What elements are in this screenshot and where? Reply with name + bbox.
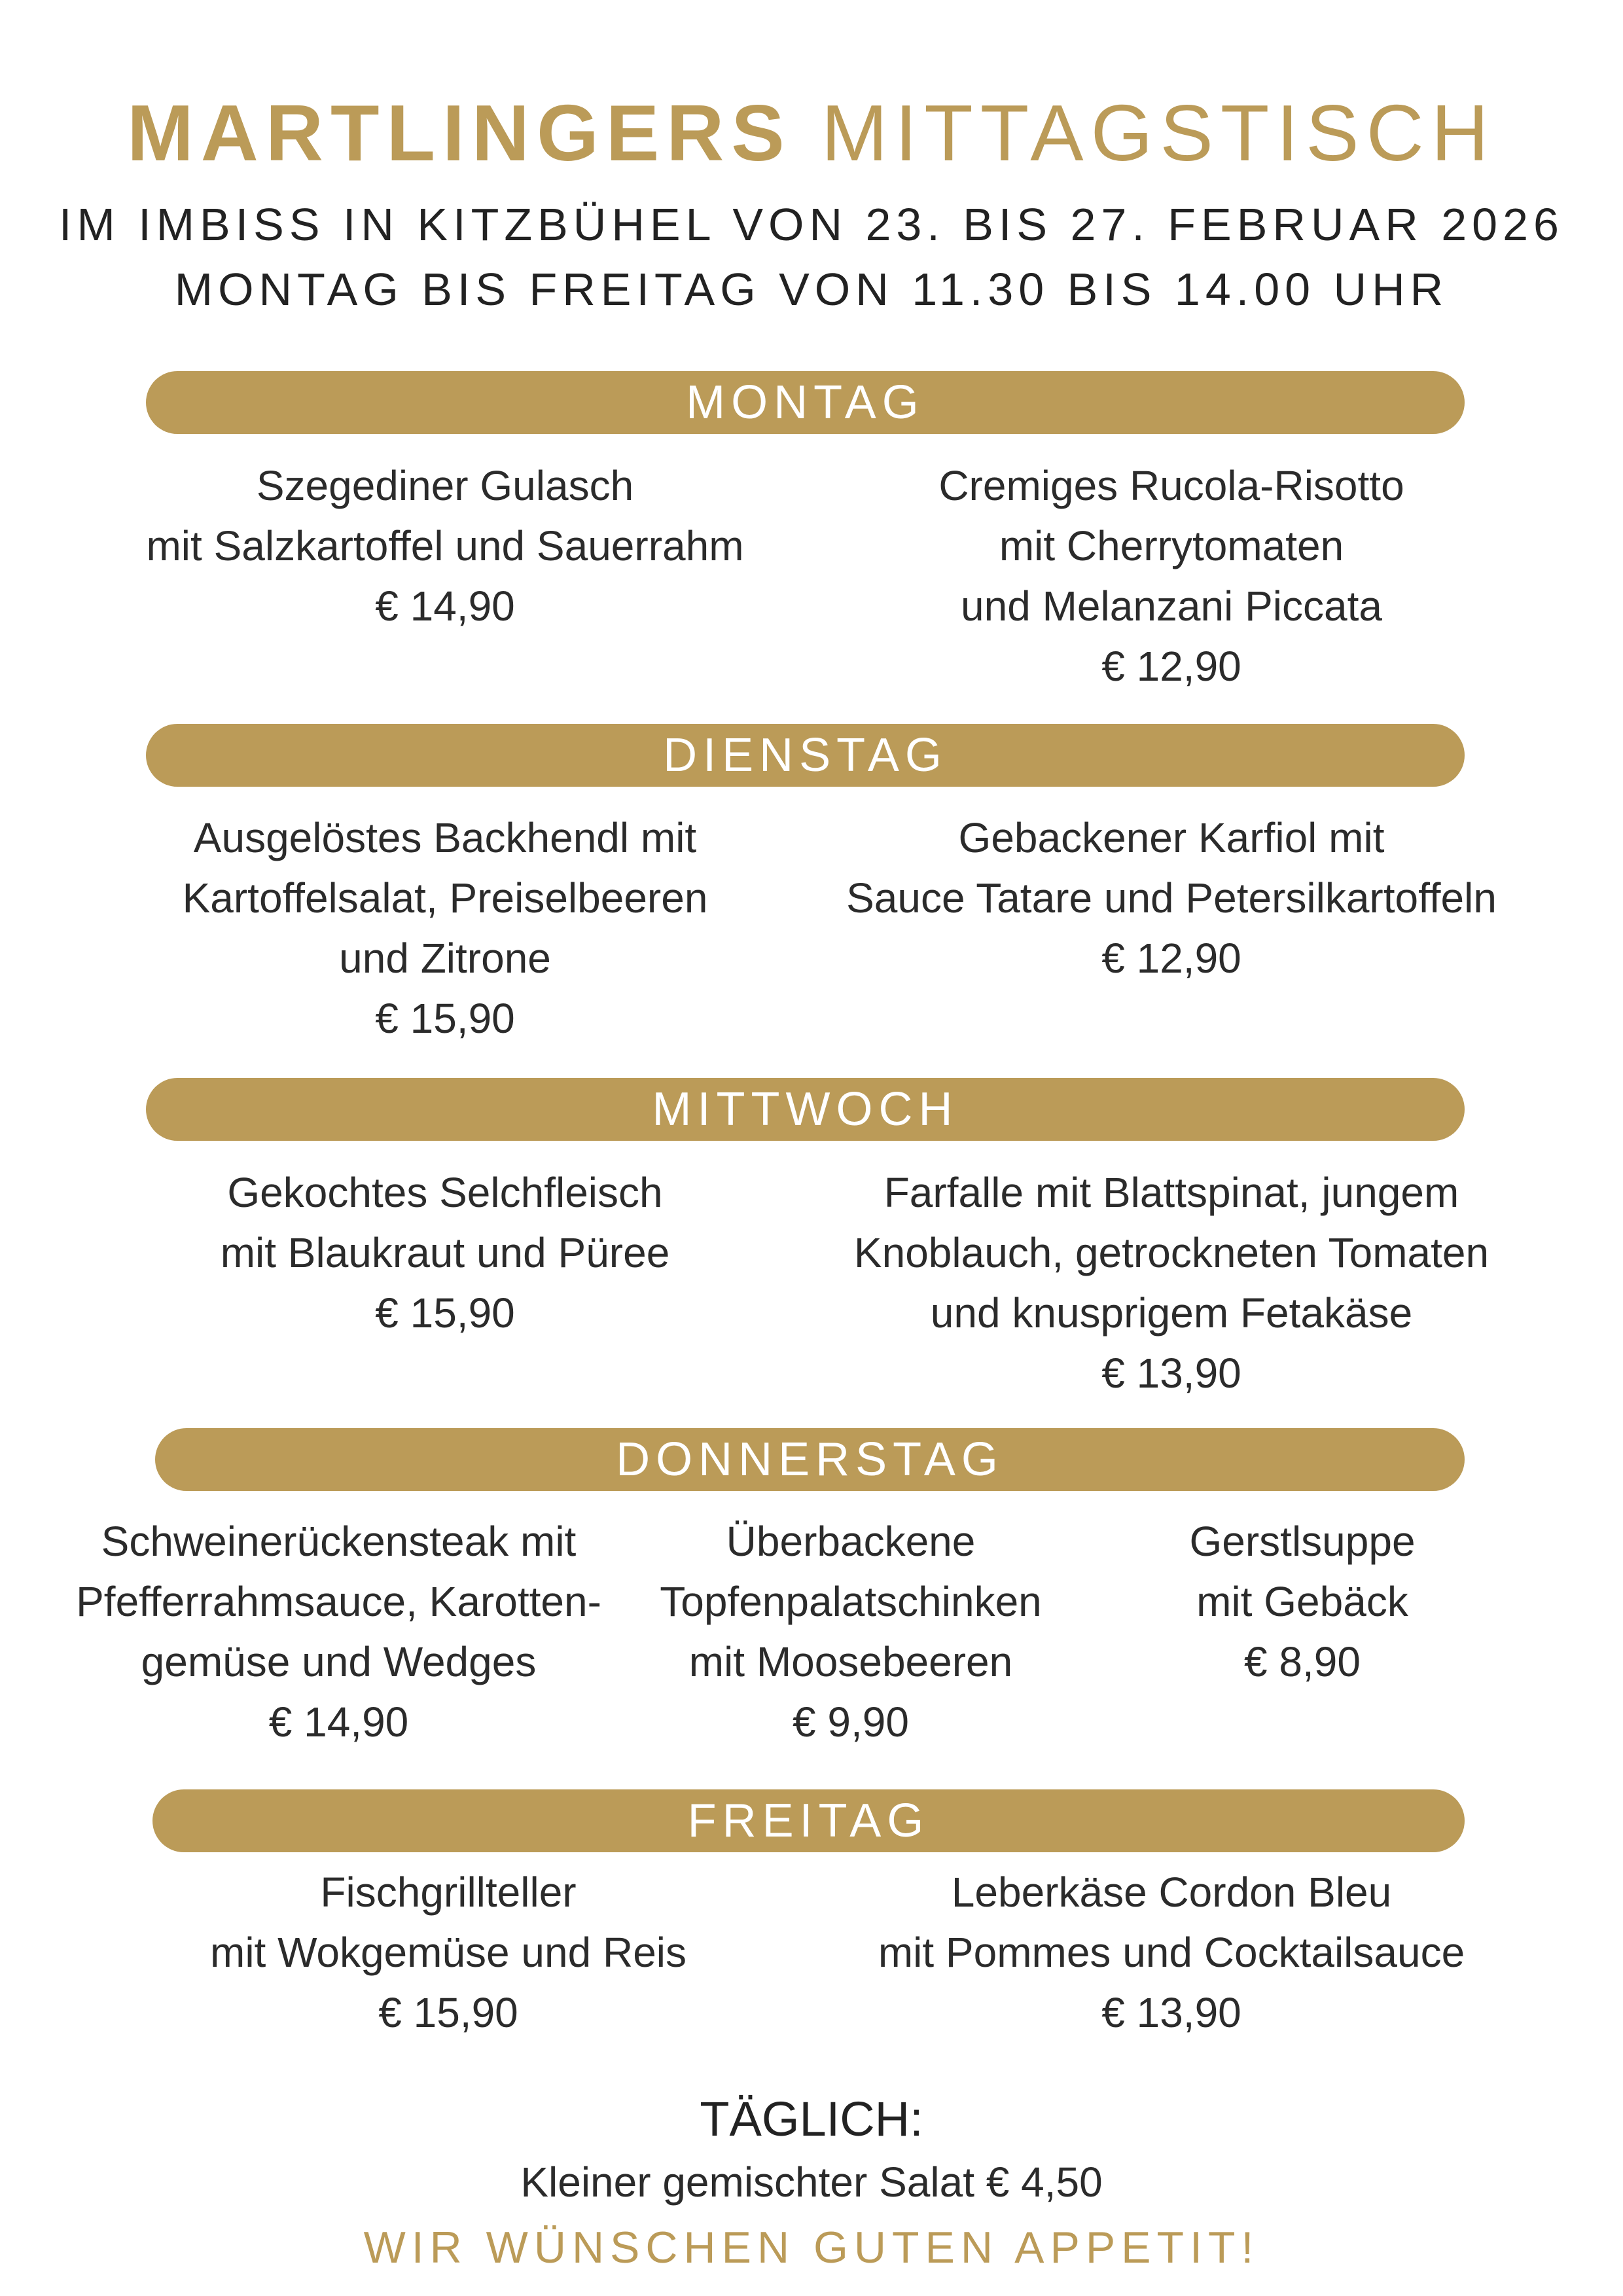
dish-line: mit Moosebeeren — [688, 1638, 1013, 1685]
dish-price: € 12,90 — [1101, 935, 1241, 982]
dish-montag-1 — [105, 456, 785, 636]
dish-mittwoch-2 — [831, 1162, 1512, 1403]
daily-heading: TÄGLICH: — [700, 2092, 923, 2146]
dish-line: gemüse und Wedges — [141, 1638, 537, 1685]
dish-dienstag-2 — [831, 808, 1512, 988]
dish-line: und knusprigem Fetakäse — [930, 1289, 1413, 1336]
dish-line: Leberkäse Cordon Bleu — [951, 1869, 1392, 1916]
dish-price: € 13,90 — [1101, 1350, 1241, 1397]
title-light: MITTAGSTISCH — [821, 88, 1496, 177]
dish-line: mit Salzkartoffel und Sauerrahm — [146, 522, 744, 569]
subtitle-location-dates: IM IMBISS IN KITZBÜHEL VON 23. BIS 27. FEBRUAR 2026 — [59, 199, 1564, 250]
dish-price: € 15,90 — [378, 1989, 518, 2036]
dish-line: Cremiges Rucola-Risotto — [938, 462, 1404, 509]
dish-line: Knoblauch, getrockneten Tomaten — [853, 1229, 1489, 1276]
daily-salad: Kleiner gemischter Salat € 4,50 — [520, 2159, 1103, 2206]
dish-price: € 15,90 — [375, 995, 515, 1042]
dish-line: Fischgrillteller — [320, 1869, 577, 1916]
dish-price: € 14,90 — [375, 583, 515, 630]
dish-line: Szegediner Gulasch — [256, 462, 634, 509]
dish-line: mit Gebäck — [1196, 1578, 1408, 1625]
dish-line: mit Pommes und Cocktailsauce — [878, 1929, 1465, 1976]
dish-line: mit Wokgemüse und Reis — [210, 1929, 687, 1976]
dish-line: und Melanzani Piccata — [961, 583, 1382, 630]
dish-line: Pfefferrahmsauce, Karotten- — [76, 1578, 601, 1625]
dish-line: Sauce Tatare und Petersilkartoffeln — [846, 874, 1497, 922]
dish-price: € 12,90 — [1101, 643, 1241, 690]
dish-freitag-1 — [105, 1862, 792, 2043]
dish-line: Farfalle mit Blattspinat, jungem — [883, 1169, 1459, 1216]
dish-line: Ausgelöstes Backhendl mit — [193, 814, 697, 861]
day-banner-freitag: FREITAG — [152, 1789, 1465, 1852]
page-title — [0, 84, 1623, 182]
day-banner-mittwoch: MITTWOCH — [146, 1078, 1465, 1141]
dish-line: Überbackene — [726, 1518, 976, 1565]
dish-price: € 8,90 — [1244, 1638, 1361, 1685]
dish-line: Gebackener Karfiol mit — [958, 814, 1385, 861]
dish-line: Gerstlsuppe — [1189, 1518, 1416, 1565]
dish-line: Gekochtes Selchfleisch — [227, 1169, 663, 1216]
dish-mittwoch-1 — [105, 1162, 785, 1343]
dish-price: € 14,90 — [268, 1698, 409, 1746]
dish-price: € 15,90 — [375, 1289, 515, 1336]
dish-dienstag-1 — [105, 808, 785, 1049]
dish-line: und Zitrone — [339, 935, 551, 982]
dish-line: mit Cherrytomaten — [999, 522, 1344, 569]
day-banner-donnerstag: DONNERSTAG — [155, 1428, 1465, 1491]
dish-montag-2 — [831, 456, 1512, 696]
dish-line: Kartoffelsalat, Preiselbeeren — [182, 874, 708, 922]
dish-donnerstag-3 — [1106, 1511, 1499, 1692]
dish-donnerstag-2 — [622, 1511, 1080, 1752]
dish-freitag-2 — [831, 1862, 1512, 2043]
day-banner-montag: MONTAG — [146, 371, 1465, 434]
title-bold: MARTLINGERS — [127, 88, 792, 177]
footer-greeting: WIR WÜNSCHEN GUTEN APPETIT! — [363, 2223, 1260, 2272]
dish-price: € 13,90 — [1101, 1989, 1241, 2036]
dish-line: Schweinerückensteak mit — [101, 1518, 577, 1565]
dish-line: Topfenpalatschinken — [660, 1578, 1042, 1625]
dish-price: € 9,90 — [793, 1698, 909, 1746]
dish-donnerstag-1 — [62, 1511, 615, 1752]
subtitle-opening-hours: MONTAG BIS FREITAG VON 11.30 BIS 14.00 UHR — [174, 264, 1449, 315]
dish-line: mit Blaukraut und Püree — [220, 1229, 670, 1276]
day-banner-dienstag: DIENSTAG — [146, 724, 1465, 787]
